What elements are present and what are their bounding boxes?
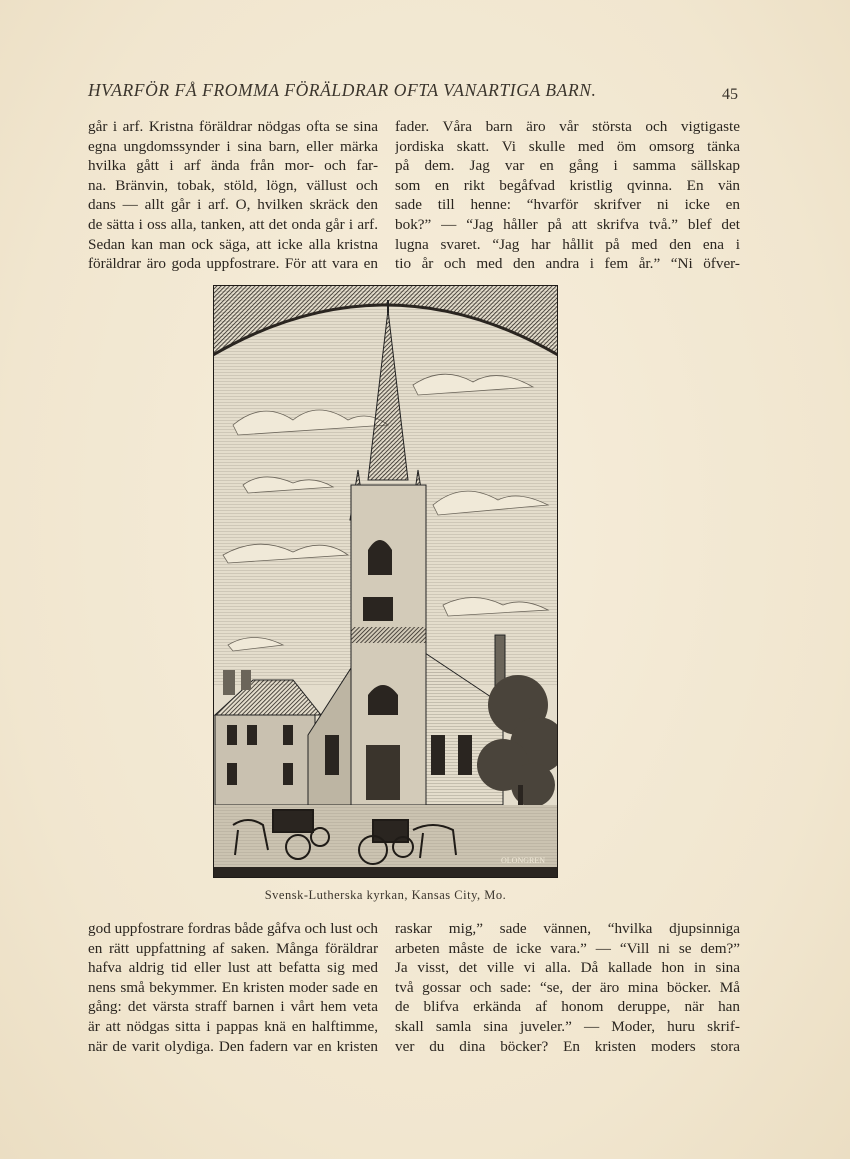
text-line: de blifva erkända af honom deruppe, när han	[395, 998, 740, 1016]
text-column-top-right	[395, 117, 740, 274]
text-line: är att nödgas sitta i pappas knä en halftimme,	[88, 1017, 378, 1035]
text-line: tio år och med den andra i fem år.” “Ni öfver-	[395, 255, 740, 273]
text-line: hvilka gått i arf ända från mor- och far-	[88, 157, 378, 175]
text-line: dans — allt går i arf. O, hvilken skräck den	[88, 196, 378, 214]
text-line: när de varit olydiga. Den fadern var en kristen	[88, 1037, 378, 1055]
text-line: egna ungdomssynder i sina barn, eller märka	[88, 137, 378, 155]
figure-caption: Svensk-Lutherska kyrkan, Kansas City, Mo.	[264, 888, 507, 902]
text-column-top-left	[88, 117, 378, 274]
text-line: bok?” — “Jag håller på att skrifva två.” blef det	[395, 215, 740, 233]
text-column-bottom-right	[395, 919, 740, 1056]
text-line: de sätta i oss alla, tanken, att det onda går i arf.	[88, 215, 378, 233]
text-line: jordiska skatt. Vi skulle med öm omsorg tänka	[395, 137, 740, 155]
text-line: som en rikt begåfvad kristlig qvinna. En vän	[395, 176, 740, 194]
text-line: Ja visst, det ville vi alla. Då kallade hon in sina	[395, 959, 740, 977]
text-line: fader. Våra barn äro vår största och vigtigaste	[395, 118, 740, 135]
church-engraving	[213, 285, 558, 878]
text-line: arbeten måste de icke vara.” — “Vill ni se dem?”	[395, 939, 740, 957]
text-column-bottom-left	[88, 919, 378, 1056]
text-line: lugna svaret. “Jag har hållit på med den ena i	[395, 235, 740, 253]
text-line: raskar mig,” sade vännen, “hvilka djupsinniga	[395, 920, 740, 937]
text-line: gång: det värsta straff barnen i vårt hem veta	[88, 998, 378, 1016]
text-line: na. Bränvin, tobak, stöld, lögn, vällust och	[88, 176, 378, 194]
page-number: 45	[722, 86, 738, 103]
text-line: går i arf. Kristna föräldrar nödgas ofta se sina	[88, 118, 378, 135]
engraver-signature: OLONGREN	[501, 856, 545, 865]
running-title: HVARFÖR FÅ FROMMA FÖRÄLDRAR OFTA VANARTIGA BARN.	[88, 80, 597, 100]
text-line: Sedan kan man ock säga, att icke alla kristna	[88, 235, 378, 253]
text-line: hafva aldrig tid eller lust att befatta sig med	[88, 959, 378, 977]
text-line: på dem. Jag var en gång i samma sällskap	[395, 157, 740, 175]
text-line: föräldrar äro goda uppfostrare. För att vara en	[88, 255, 378, 273]
text-line: ver du dina böcker? En kristen moders stora	[395, 1037, 740, 1055]
text-line: god uppfostrare fordras både gåfva och lust och	[88, 920, 378, 937]
text-line: skall samla sina juveler.” — Moder, huru skrif-	[395, 1017, 740, 1035]
text-line: två gossar och sade: “se, der äro mina böcker. Må	[395, 978, 740, 996]
text-line: en rätt uppfattning af saken. Många föräldrar	[88, 939, 378, 957]
text-line: nens små bekymmer. En kristen moder sade en	[88, 978, 378, 996]
text-line: sade till henne: “hvarför skrifver ni icke en	[395, 196, 740, 214]
